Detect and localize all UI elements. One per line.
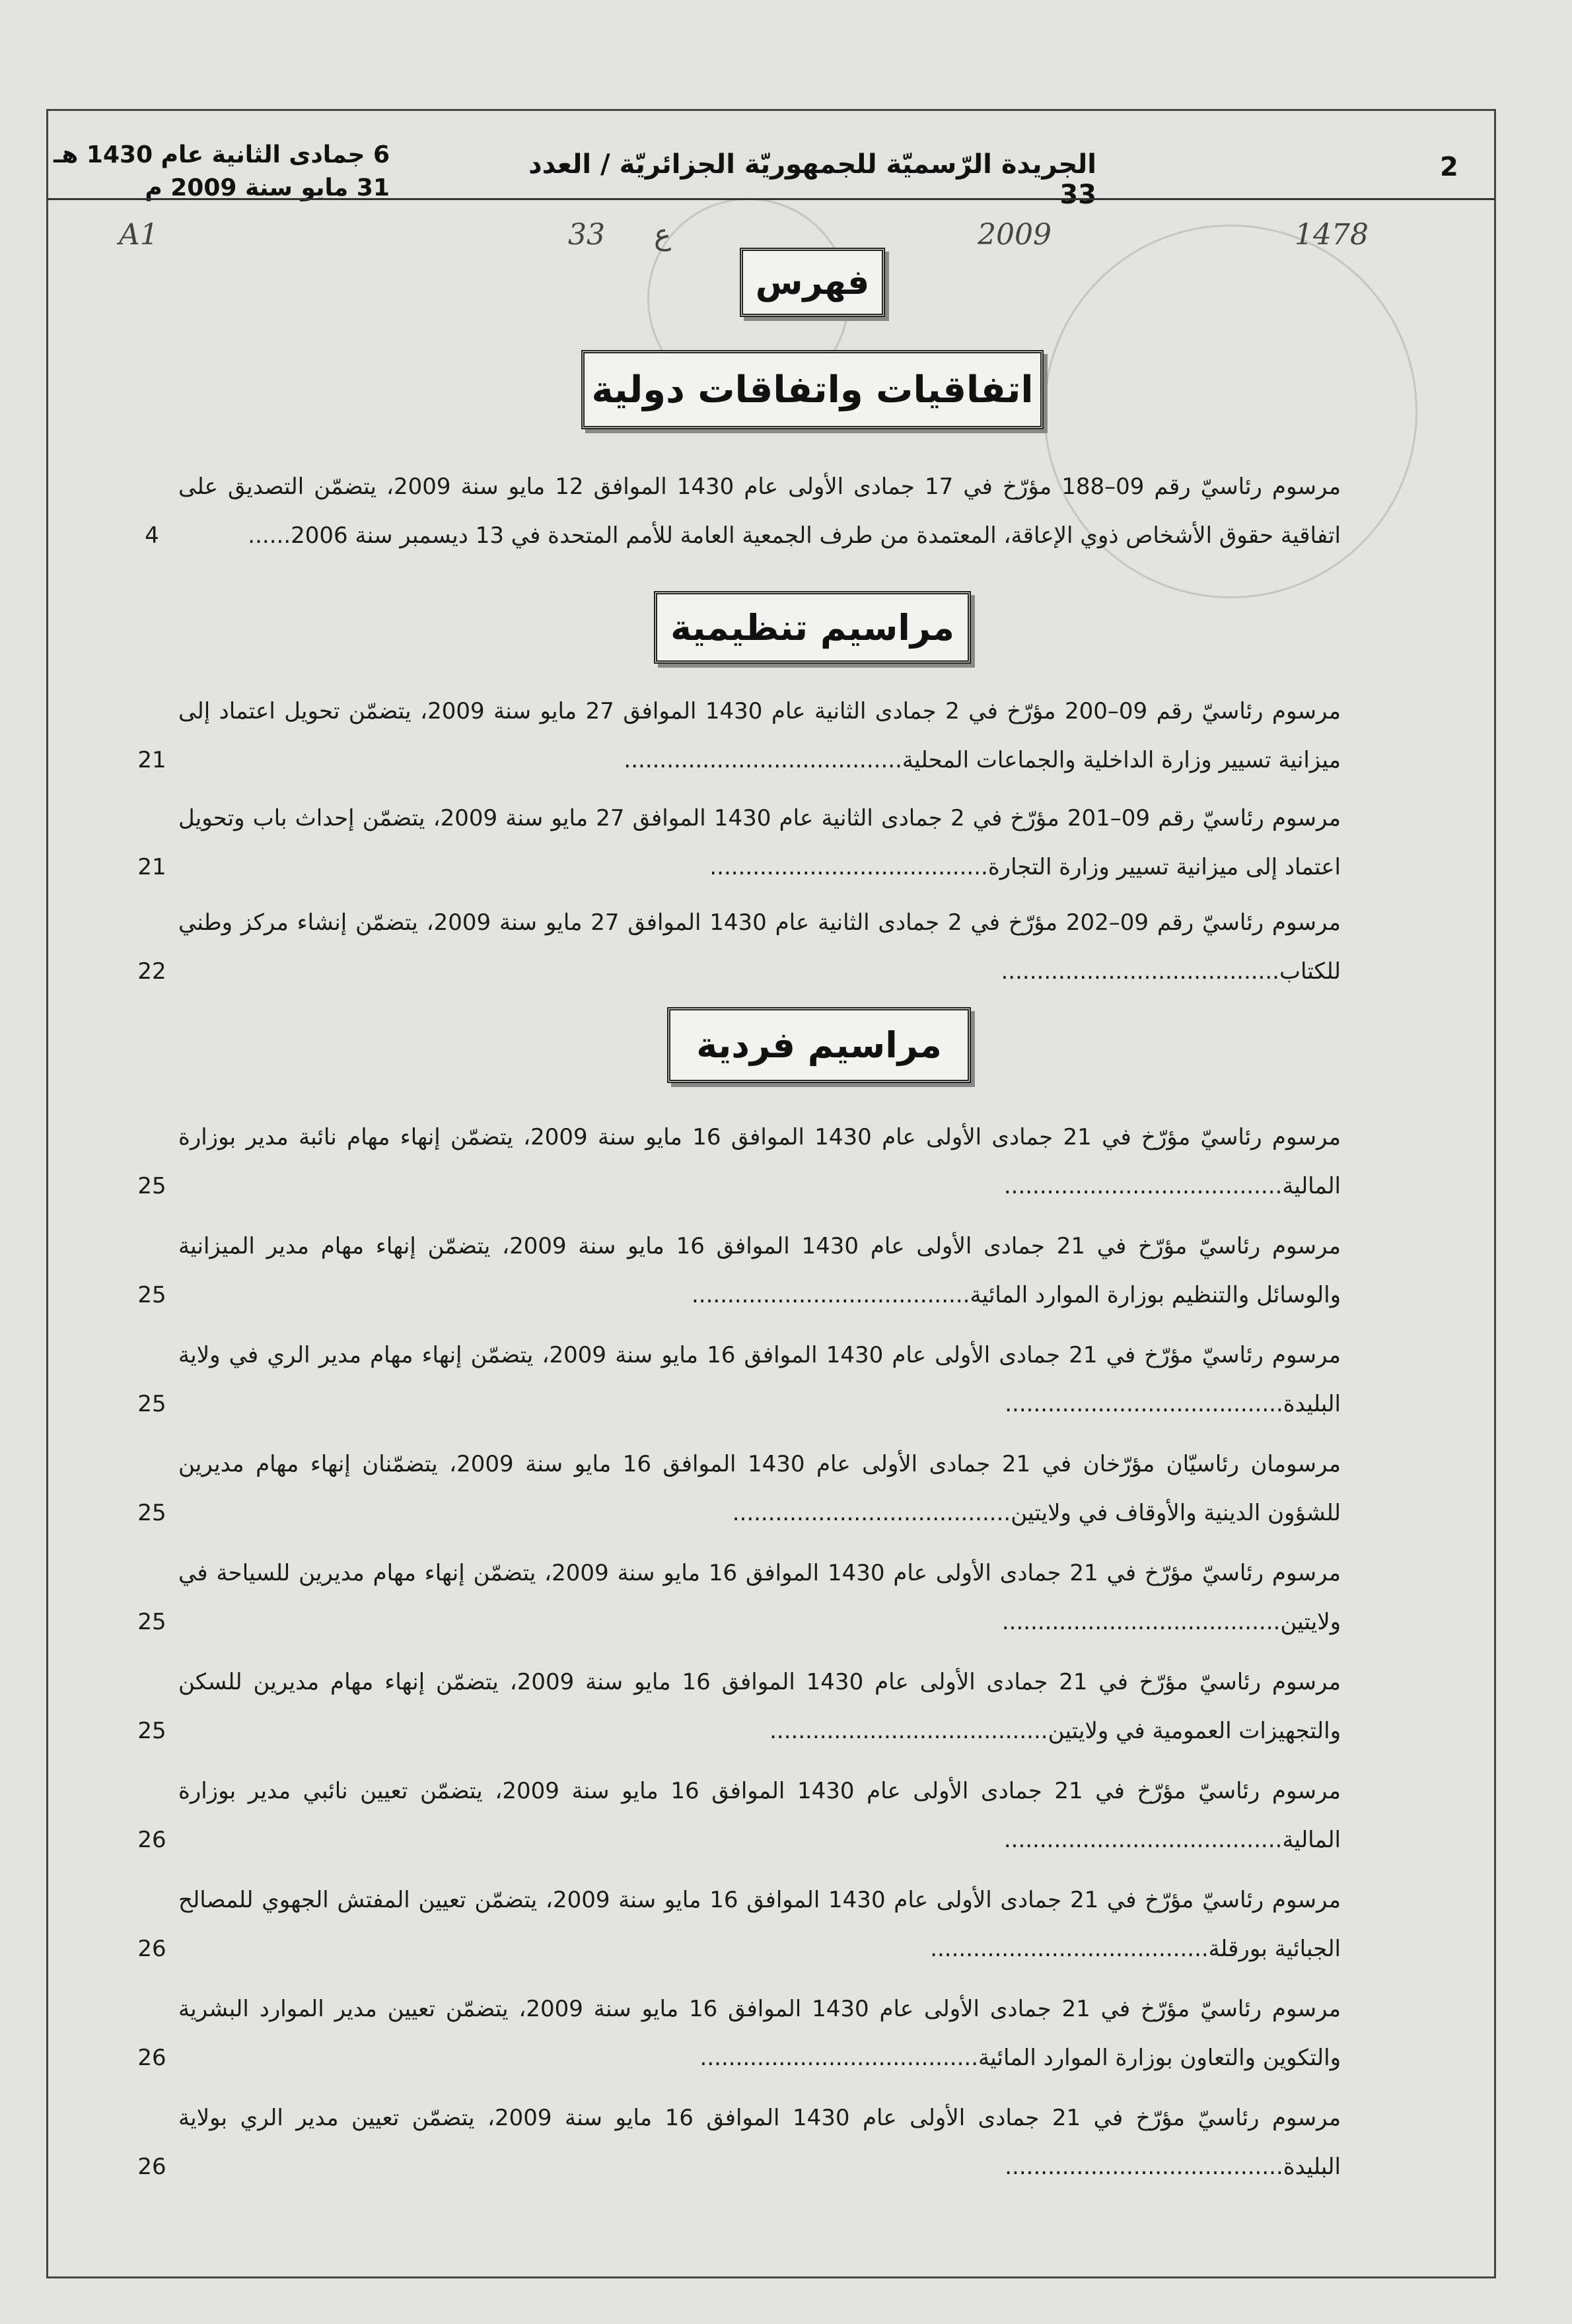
gregorian-date: 31 مايو سنة 2009 م (145, 174, 390, 201)
section-title-international-agreements: اتفاقيات واتفاقات دولية (581, 350, 1044, 429)
page-ref: 22 (137, 958, 166, 985)
page-ref: 25 (137, 1500, 166, 1526)
list-item: مرسوم رئاسيّ مؤرّخ في 21 جمادى الأولى عام 1430 الموافق 16 مايو سنة 2009، يتضمّن إنهاء مهام نائبة مدير بوزارة المالية....................................... (178, 1124, 1341, 1199)
handwritten-ref-right: 1478 (1295, 218, 1369, 252)
section-title-regulatory-decrees: مراسيم تنظيمية (654, 591, 971, 664)
list-item: مرسوم رئاسيّ مؤرّخ في 21 جمادى الأولى عام 1430 الموافق 16 مايو سنة 2009، يتضمّن تعيين نائبي مدير بوزارة المالية....................................... (178, 1778, 1341, 1853)
list-item: مرسوم رئاسيّ رقم 09–188 مؤرّخ في 17 جمادى الأولى عام 1430 الموافق 12 مايو سنة 2009، يتضمّن التصديق على اتفاقية حقوق الأشخاص ذوي الإعاقة، المعتمدة من طرف الجمعية العامة للأمم المتحدة في 13 ديسمبر سنة 2006...... (178, 474, 1341, 549)
list-item: مرسوم رئاسيّ مؤرّخ في 21 جمادى الأولى عام 1430 الموافق 16 مايو سنة 2009، يتضمّن تعيين مدير الري بولاية البليدة....................................... (178, 2105, 1341, 2180)
list-item: مرسوم رئاسيّ مؤرّخ في 21 جمادى الأولى عام 1430 الموافق 16 مايو سنة 2009، يتضمّن تعيين مدير الموارد البشرية والتكوين والتعاون بوزارة الموارد المائية....................................... (178, 1996, 1341, 2071)
page-ref: 25 (137, 1391, 166, 1417)
page-ref: 25 (137, 1718, 166, 1744)
list-item: مرسوم رئاسيّ مؤرّخ في 21 جمادى الأولى عام 1430 الموافق 16 مايو سنة 2009، يتضمّن إنهاء مهام مديرين للسكن والتجهيزات العمومية في ولايتين....................................... (178, 1669, 1341, 1744)
handwritten-year: 2009 (978, 218, 1052, 252)
header-rule (48, 198, 1494, 200)
page-number: 2 (1440, 152, 1458, 182)
handwritten-ref-left: A1 (119, 218, 159, 252)
page-ref: 4 (145, 522, 159, 549)
page-ref: 21 (137, 854, 166, 880)
list-item: مرسوم رئاسيّ مؤرّخ في 21 جمادى الأولى عام 1430 الموافق 16 مايو سنة 2009، يتضمّن إنهاء مهام مدير الميزانية والوسائل والتنظيم بوزارة الموارد المائية....................................... (178, 1233, 1341, 1308)
page-ref: 25 (137, 1282, 166, 1308)
page-ref: 26 (137, 2045, 166, 2071)
page-ref: 25 (137, 1609, 166, 1635)
list-item: مرسومان رئاسيّان مؤرّخان في 21 جمادى الأولى عام 1430 الموافق 16 مايو سنة 2009، يتضمّنان إنهاء مهام مديرين للشؤون الدينية والأوقاف في ولايتين....................................... (178, 1451, 1341, 1526)
page-ref: 26 (137, 1827, 166, 1853)
hijri-date: 6 جمادى الثانية عام 1430 هـ (54, 141, 390, 168)
list-item: مرسوم رئاسيّ رقم 09–201 مؤرّخ في 2 جمادى الثانية عام 1430 الموافق 27 مايو سنة 2009، يتضمّن إحداث باب وتحويل اعتماد إلى ميزانية تسيير وزارة التجارة....................................... (178, 805, 1341, 880)
page-ref: 26 (137, 2154, 166, 2180)
list-item: مرسوم رئاسيّ مؤرّخ في 21 جمادى الأولى عام 1430 الموافق 16 مايو سنة 2009، يتضمّن تعيين المفتش الجهوي للمصالح الجبائية بورقلة....................................... (178, 1887, 1341, 1962)
handwritten-letter: ع (654, 218, 672, 252)
list-item: مرسوم رئاسيّ مؤرّخ في 21 جمادى الأولى عام 1430 الموافق 16 مايو سنة 2009، يتضمّن إنهاء مهام مديرين للسياحة في ولايتين....................................... (178, 1560, 1341, 1635)
issue-date (46, 139, 390, 205)
page-ref: 21 (137, 747, 166, 773)
section-title-individual-decrees: مراسيم فردية (667, 1007, 971, 1083)
list-item: مرسوم رئاسيّ رقم 09–202 مؤرّخ في 2 جمادى الثانية عام 1430 الموافق 27 مايو سنة 2009، يتضمّن إنشاء مركز وطني للكتاب....................................... (178, 909, 1341, 985)
gazette-title: الجريدة الرّسميّة للجمهوريّة الجزائريّة / العدد 33 (528, 149, 1096, 210)
index-title: فهرس (740, 248, 885, 317)
list-item: مرسوم رئاسيّ مؤرّخ في 21 جمادى الأولى عام 1430 الموافق 16 مايو سنة 2009، يتضمّن إنهاء مهام مدير الري في ولاية البليدة....................................... (178, 1342, 1341, 1417)
page-ref: 25 (137, 1173, 166, 1199)
page-ref: 26 (137, 1936, 166, 1962)
handwritten-number: 33 (568, 218, 605, 252)
list-item: مرسوم رئاسيّ رقم 09–200 مؤرّخ في 2 جمادى الثانية عام 1430 الموافق 27 مايو سنة 2009، يتضمّن تحويل اعتماد إلى ميزانية تسيير وزارة الداخلية والجماعات المحلية....................................... (178, 698, 1341, 773)
